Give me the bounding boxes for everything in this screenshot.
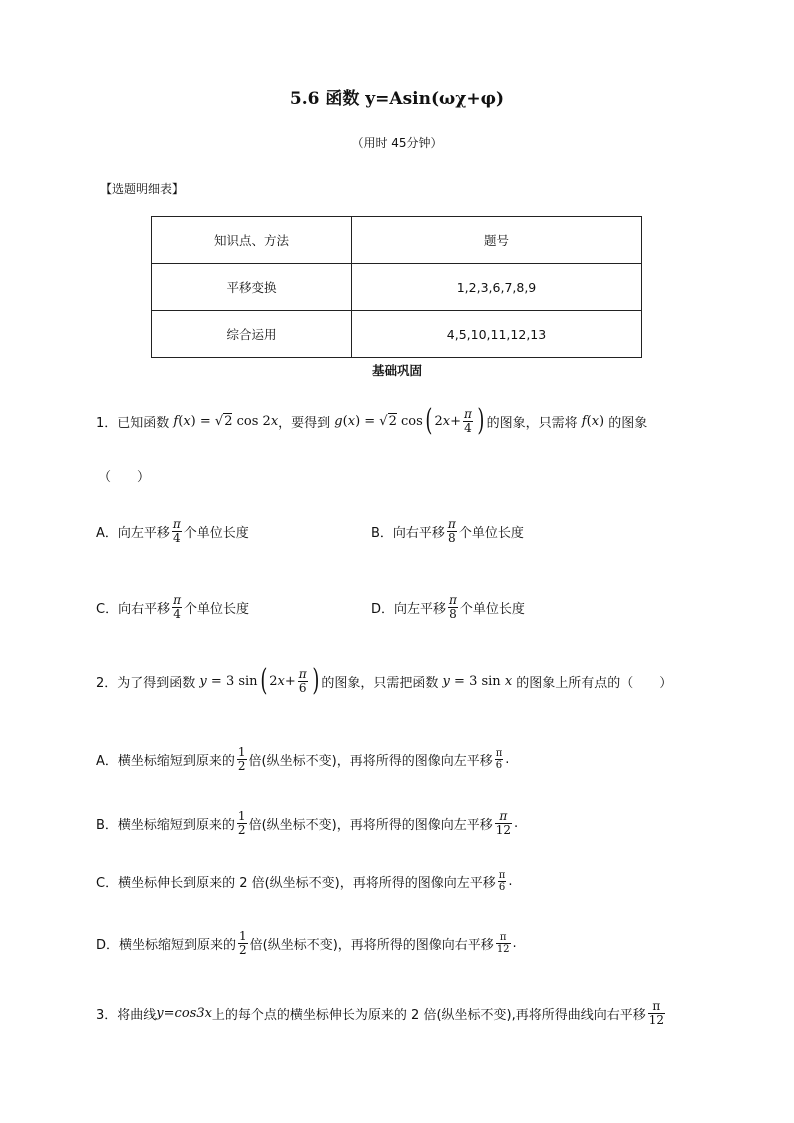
formula-f: f [169, 413, 179, 429]
option-d: D．横坐标缩短到原来的 $\frac{1}{2}$ 倍(纵坐标不变)，再将所得的图像向右平移 $\frac{\pi}{12}$ . [96, 929, 517, 957]
section-label: 【选题明细表】 [100, 182, 185, 196]
fraction: $\frac{\pi}{6}$ [498, 870, 506, 893]
question-text: 为了得到函数 [117, 675, 196, 691]
group-title: 基础巩固 [371, 363, 422, 378]
table-row [152, 264, 642, 311]
question-text: 的图象，只需把函数 [321, 675, 439, 691]
option-c: C．横坐标伸长到原来的 2 倍(纵坐标不变)，再将所得的图像向左平移 $\frac{\pi}{6}$ . [96, 870, 513, 893]
question-text: 已知函数 [117, 415, 170, 431]
question-text: 上的每个点的横坐标伸长为原来的 2 倍(纵坐标不变),再将所得曲线向右平移 [211, 1008, 646, 1023]
formula-g: g [330, 413, 343, 429]
table-header-cell: 题号 [352, 217, 642, 264]
fraction: $\frac{\pi}{6}$ [495, 748, 503, 771]
fraction: $\frac{\pi}{6}$ [298, 666, 307, 695]
question-number: 2． [96, 675, 118, 691]
question-text: 的图象，只需将 [486, 415, 578, 431]
time-note: （用时 45分钟） [351, 136, 443, 150]
fraction: $\frac{\pi}{8}$ [449, 593, 457, 621]
page-title: 5.6 函数 y=Asin(ωχ+φ) [289, 89, 505, 109]
option-b: B．横坐标缩短到原来的 $\frac{1}{2}$ 倍(纵坐标不变)，再将所得的图像向左平移 $\frac{\pi}{12}$ . [96, 809, 519, 837]
option-b: B．向右平移 $\frac{\pi}{8}$ 个单位长度 [371, 517, 524, 545]
option-c: C．向右平移 $\frac{\pi}{4}$ 个单位长度 [96, 593, 249, 621]
answer-paren: （ ） [98, 470, 151, 485]
table-cell: 平移变换 [152, 264, 352, 311]
table-cell: 1,2,3,6,7,8,9 [352, 264, 642, 311]
fraction: $\frac{\pi}{4}$ [464, 406, 472, 435]
fraction: $\frac{\pi}{4}$ [172, 517, 181, 545]
question-3 [96, 1000, 667, 1027]
option-a: A．横坐标缩短到原来的 $\frac{1}{2}$ 倍(纵坐标不变)，再将所得的图像向左平移 $\frac{\pi}{6}$ . [96, 745, 510, 773]
topic-table [151, 216, 642, 358]
fraction: $\frac{\pi}{12}$ [495, 809, 511, 837]
question-1: 1． 已知函数 f ( x ) = √2 cos 2 x ，要得到 g ( x ) = √2 cos ( 2 x + $\frac{\pi}{4}$ ) 的图象，只需将 f ( x ) 的图象 [96, 403, 648, 438]
question-text: 将曲线 [117, 1008, 157, 1023]
question-2: 2． 为了得到函数 y = 3 sin ( 2 x + $\frac{\pi}{6}$ ) 的图象，只需把函数 y = 3 sin x 的图象上所有点的（ ） [96, 663, 673, 698]
formula-target: y [195, 673, 207, 689]
fraction: $\frac{1}{2}$ [239, 929, 247, 957]
fraction: $\frac{1}{2}$ [237, 809, 246, 837]
question-text: 的图象上所有点的（ ） [516, 675, 673, 691]
fraction: $\frac{\pi}{12}$ [496, 932, 510, 955]
table-header-row [152, 217, 642, 264]
fraction: $\frac{\pi}{4}$ [173, 593, 181, 621]
question-number: 3． [96, 1008, 118, 1023]
formula-curve: y=cos3x [156, 1006, 212, 1021]
table-row [152, 311, 642, 358]
question-text: 的图象 [608, 415, 648, 431]
table-cell: 4,5,10,11,12,13 [352, 311, 642, 358]
question-text: ，要得到 [278, 415, 331, 431]
table-cell: 综合运用 [152, 311, 352, 358]
fraction: $\frac{\pi}{12}$ [648, 999, 665, 1027]
table-header-cell: 知识点、方法 [152, 217, 352, 264]
fraction: $\frac{\pi}{8}$ [447, 517, 456, 545]
option-a: A．向左平移 $\frac{\pi}{4}$ 个单位长度 [96, 517, 249, 545]
option-d: D．向左平移 $\frac{\pi}{8}$ 个单位长度 [371, 593, 525, 621]
question-number: 1． [96, 415, 118, 431]
fraction: $\frac{1}{2}$ [237, 745, 246, 773]
formula-source: y [438, 673, 450, 689]
